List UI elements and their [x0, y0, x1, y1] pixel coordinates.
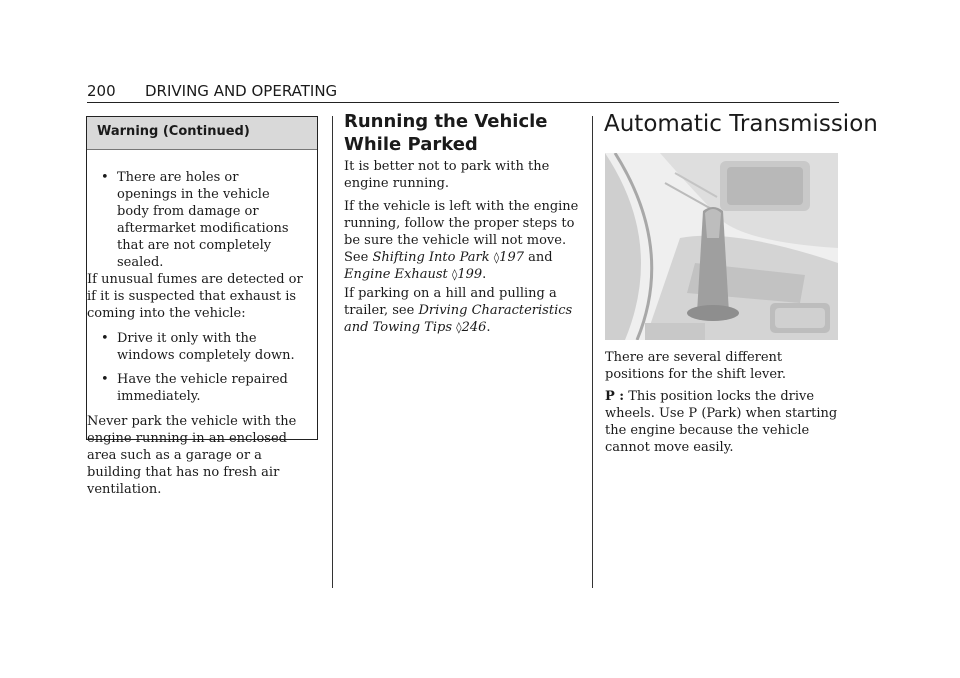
section-heading-automatic-transmission: Automatic Transmission — [604, 111, 878, 137]
running-parked-paragraph-3 — [344, 285, 579, 336]
page-header — [87, 82, 839, 108]
warning-title-bar — [87, 117, 317, 150]
punctuation: . — [482, 267, 487, 282]
section-heading-running-parked: Running the Vehicle While Parked — [344, 111, 548, 155]
section-name: DRIVING AND OPERATING — [145, 82, 338, 100]
paragraph-text: This position locks the drive wheels. Use P (Park) when starting the engine because the vehicle cannot move easily. — [605, 389, 838, 455]
warning-intro — [87, 271, 313, 322]
cross-reference-link[interactable]: Driving Characteristics and Towing Tips — [344, 303, 573, 335]
warning-intro-text: If unusual fumes are detected or if it is suspected that exhaust is coming into the vehicle: — [87, 272, 303, 321]
column-divider-2 — [592, 116, 593, 588]
paragraph-text: It is better not to park with the engine running. — [344, 159, 550, 191]
warning-bullet-text: There are holes or openings in the vehicle body from damage or aftermarket modifications that are not completely sealed. — [117, 170, 289, 270]
page-reference-arrow-icon: ◊ — [456, 321, 462, 334]
warning-closing-text: Never park the vehicle with the engine running in an enclosed area such as a garage or a building that has no fresh air ventilation. — [87, 414, 297, 497]
bullet-icon: • — [101, 372, 109, 387]
punctuation: . — [486, 320, 491, 335]
cross-reference-link[interactable]: Shifting Into Park — [372, 250, 490, 265]
and-text: and — [528, 250, 553, 265]
running-parked-paragraph-1 — [344, 158, 579, 192]
warning-title: Warning (Continued) — [97, 124, 250, 139]
page-reference[interactable]: 246 — [461, 320, 487, 335]
page-reference-arrow-icon: ◊ — [493, 251, 500, 264]
shift-lever-illustration — [605, 153, 838, 340]
paragraph-text: If parking on a hill and pulling a trailer, see — [344, 286, 557, 318]
warning-closing — [87, 413, 313, 498]
warning-bullet-text: Drive it only with the windows completely down. — [117, 331, 295, 363]
page-reference[interactable]: 199 — [457, 267, 483, 282]
page-number: 200 — [87, 82, 116, 100]
park-label: P : — [605, 389, 625, 404]
paragraph-text: There are several different positions for the shift lever. — [605, 350, 786, 382]
warning-box — [86, 116, 318, 497]
auto-trans-paragraph-2 — [605, 388, 838, 456]
header-divider — [87, 102, 839, 103]
running-parked-paragraph-2 — [344, 198, 579, 283]
shift-lever-illustration-svg — [605, 153, 838, 340]
paragraph-text: If the vehicle is left with the engine running, follow the proper steps to be sure the vehicle will not move. — [344, 199, 579, 248]
bullet-icon: • — [101, 170, 109, 185]
page-reference[interactable]: 197 — [499, 250, 524, 265]
see-text: See — [344, 250, 369, 265]
page-reference-arrow-icon: ◊ — [451, 268, 458, 281]
warning-bullet-text: Have the vehicle repaired immediately. — [117, 372, 288, 404]
bullet-icon: • — [101, 331, 109, 346]
column-divider-1 — [332, 116, 333, 588]
auto-trans-paragraph-1 — [605, 349, 838, 383]
cross-reference-link[interactable]: Engine Exhaust — [344, 267, 448, 282]
